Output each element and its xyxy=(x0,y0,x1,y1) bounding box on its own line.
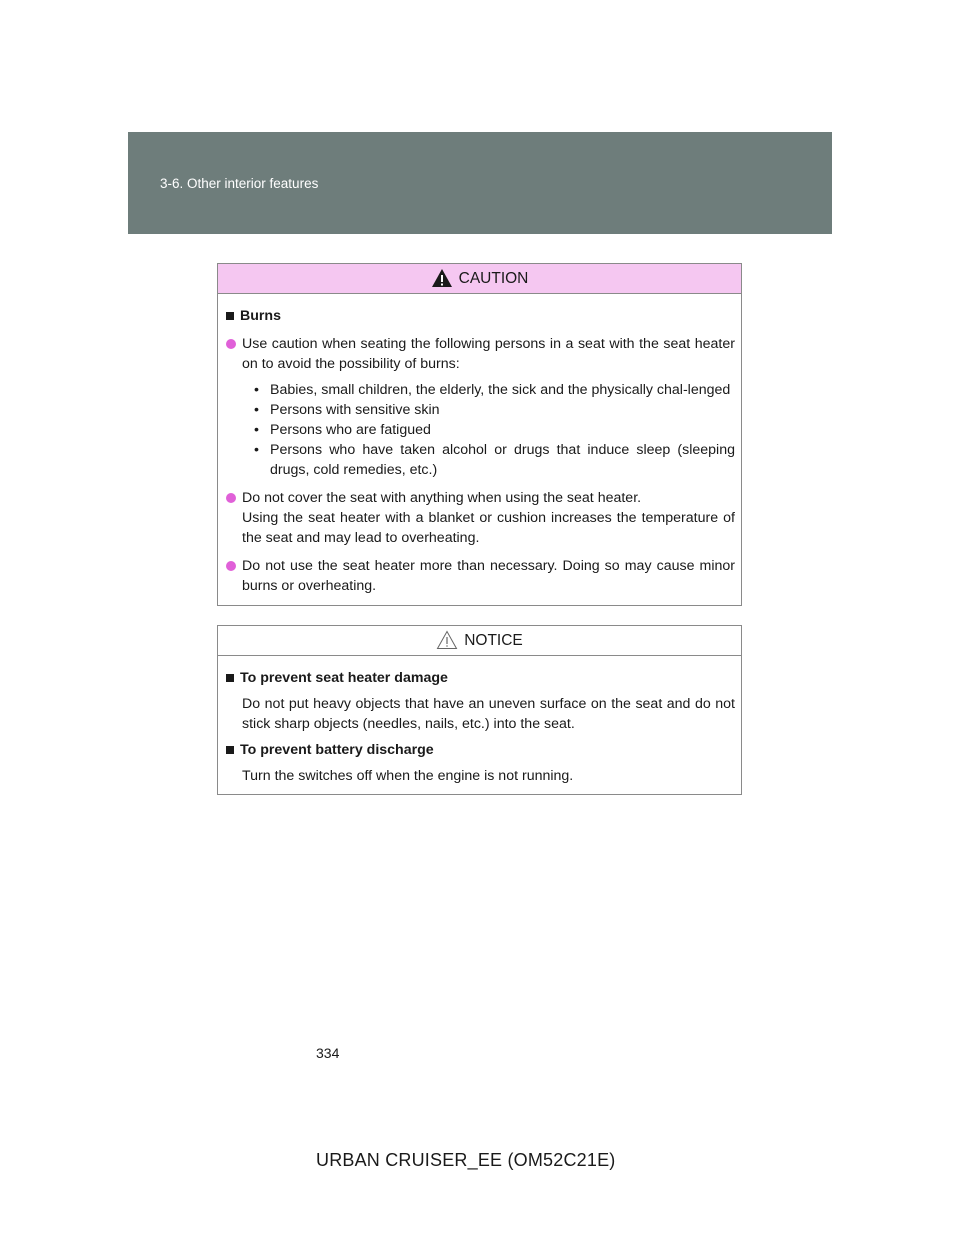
caution-bullet xyxy=(224,556,735,596)
section-title: 3-6. Other interior features xyxy=(160,176,319,191)
caution-bullet-text: Do not use the seat heater more than necessary. Doing so may cause minor burns or overheating. xyxy=(242,558,735,594)
square-bullet-icon xyxy=(226,312,234,320)
caution-bullet-continuation: Using the seat heater with a blanket or cushion increases the temperature of the seat and may lead to overheating. xyxy=(242,510,735,546)
square-bullet-icon xyxy=(226,674,234,682)
caution-box xyxy=(217,263,742,606)
notice-paragraph: Do not put heavy objects that have an uneven surface on the seat and do not stick sharp objects (needles, nails, etc.) into the seat. xyxy=(242,696,735,732)
caution-bullet-text: Do not cover the seat with anything when using the seat heater. xyxy=(242,490,642,506)
circle-bullet-icon xyxy=(226,561,236,571)
notice-topic-label: To prevent seat heater damage xyxy=(240,670,448,686)
footer-model-code: URBAN CRUISER_EE (OM52C21E) xyxy=(316,1150,616,1170)
warning-triangle-outline-icon xyxy=(436,630,458,650)
notice-paragraph: Turn the switches off when the engine is not running. xyxy=(242,768,574,784)
square-bullet-icon xyxy=(226,746,234,754)
circle-bullet-icon xyxy=(226,493,236,503)
page-number: 334 xyxy=(316,1045,340,1061)
list-item: • Babies, small children, the elderly, the sick and the physically chal-lenged xyxy=(254,382,731,398)
list-item: • Persons who have taken alcohol or drugs that induce sleep (sleeping drugs, cold remedies, etc.) xyxy=(254,442,735,478)
notice-topic-label: To prevent battery discharge xyxy=(240,742,434,758)
notice-title: NOTICE xyxy=(464,631,523,649)
notice-topic xyxy=(224,668,735,688)
caution-topic-label: Burns xyxy=(240,308,281,324)
warning-triangle-filled-icon xyxy=(431,268,453,288)
notice-box xyxy=(217,625,742,795)
notice-header xyxy=(218,626,741,656)
caution-header xyxy=(218,264,741,294)
notice-topic xyxy=(224,740,735,760)
caution-title: CAUTION xyxy=(458,269,529,287)
persons-list xyxy=(254,380,735,480)
list-item: • Persons who are fatigued xyxy=(254,422,431,438)
list-item: • Persons with sensitive skin xyxy=(254,402,440,418)
caution-bullet-text: Use caution when seating the following persons in a seat with the seat heater on to avoid the possibility of burns: xyxy=(242,336,735,372)
caution-topic xyxy=(224,306,735,326)
caution-bullet xyxy=(224,488,735,548)
caution-bullet xyxy=(224,334,735,374)
circle-bullet-icon xyxy=(226,339,236,349)
